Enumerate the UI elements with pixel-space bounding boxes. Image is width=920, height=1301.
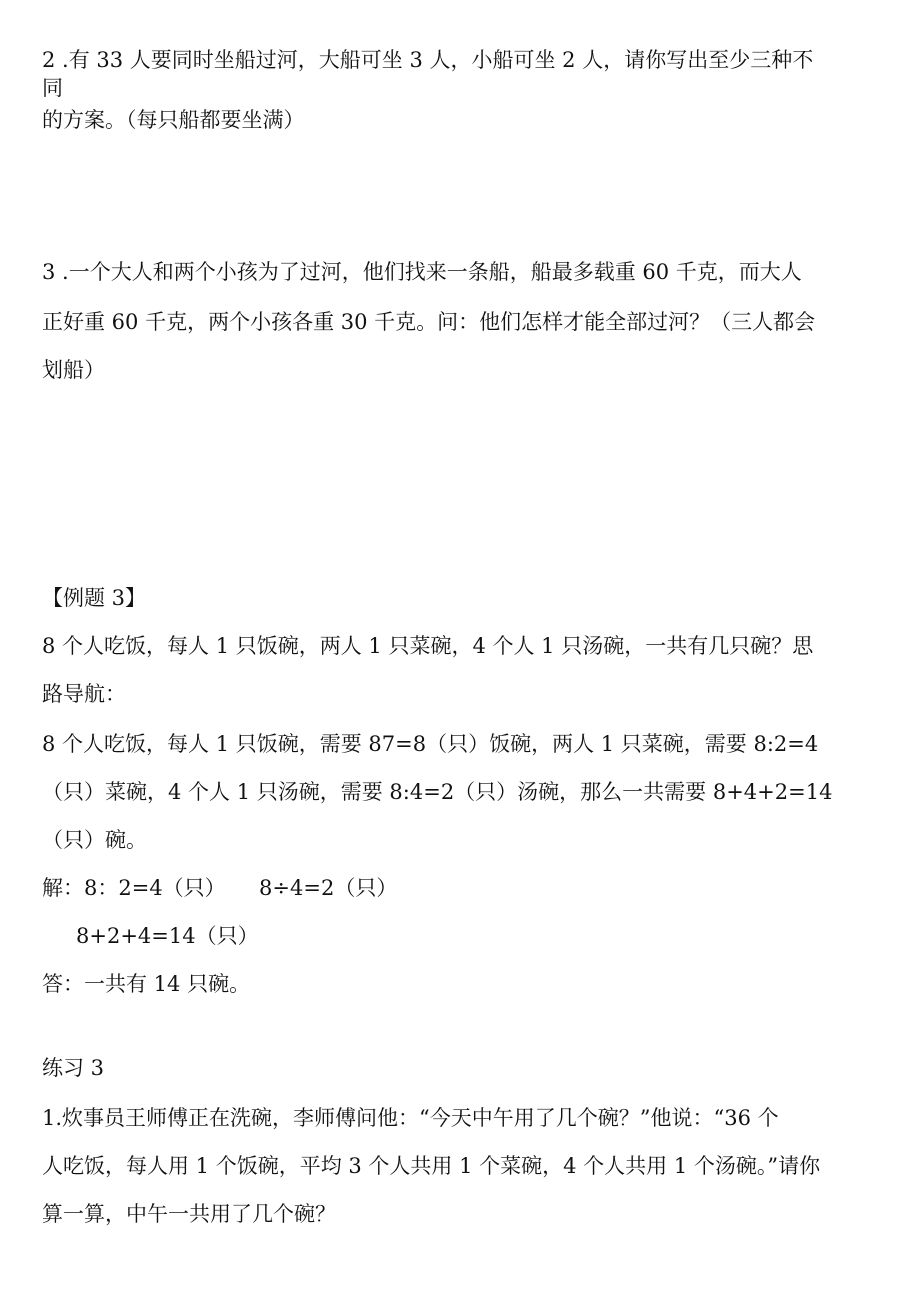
example-3-question-line-2: 路导航： <box>42 682 126 706</box>
example-3-answer: 答：一共有 14 只碗。 <box>42 972 251 996</box>
example-3-heading: 【例题 3】 <box>42 586 147 610</box>
exercise-3-heading: 练习 3 <box>42 1056 105 1080</box>
problem-2-line-3: 的方案。（每只船都要坐满） <box>42 108 305 132</box>
example-3-solution-line-1: 解：8：2=4（只） 8÷4=2（只） <box>42 876 398 900</box>
example-3-solution-line-2: 8+2+4=14（只） <box>76 924 259 948</box>
problem-3-line-3: 划船） <box>42 358 105 382</box>
exercise-3-line-2: 人吃饭，每人用 1 个饭碗，平均 3 个人共用 1 个菜碗，4 个人共用 1 个汤碗。”请你 <box>42 1154 821 1178</box>
problem-3-line-1: 3 .一个大人和两个小孩为了过河，他们找来一条船，船最多载重 60 千克，而大人 <box>42 260 802 284</box>
example-3-guide-line-3: （只）碗。 <box>42 828 147 852</box>
example-3-question-line-1: 8 个人吃饭，每人 1 只饭碗，两人 1 只菜碗，4 个人 1 只汤碗，一共有几只碗？思 <box>42 634 814 658</box>
problem-2-line-1: 2 .有 33 人要同时坐船过河，大船可坐 3 人，小船可坐 2 人，请你写出至少三种不 <box>42 48 814 72</box>
example-3-guide-line-2: （只）菜碗，4 个人 1 只汤碗，需要 8:4=2（只）汤碗，那么一共需要 8+4+2=14 <box>42 780 833 804</box>
problem-3-line-2: 正好重 60 千克，两个小孩各重 30 千克。问：他们怎样才能全部过河？（三人都会 <box>42 310 816 334</box>
problem-2-line-2: 同 <box>42 76 63 100</box>
exercise-3-line-1: 1.炊事员王师傅正在洗碗，李师傅问他：“今天中午用了几个碗？”他说：“36 个 <box>42 1106 779 1130</box>
example-3-guide-line-1: 8 个人吃饭，每人 1 只饭碗，需要 87=8（只）饭碗，两人 1 只菜碗，需要 8:2=4 <box>42 732 819 756</box>
exercise-3-line-3: 算一算，中午一共用了几个碗？ <box>42 1202 336 1226</box>
